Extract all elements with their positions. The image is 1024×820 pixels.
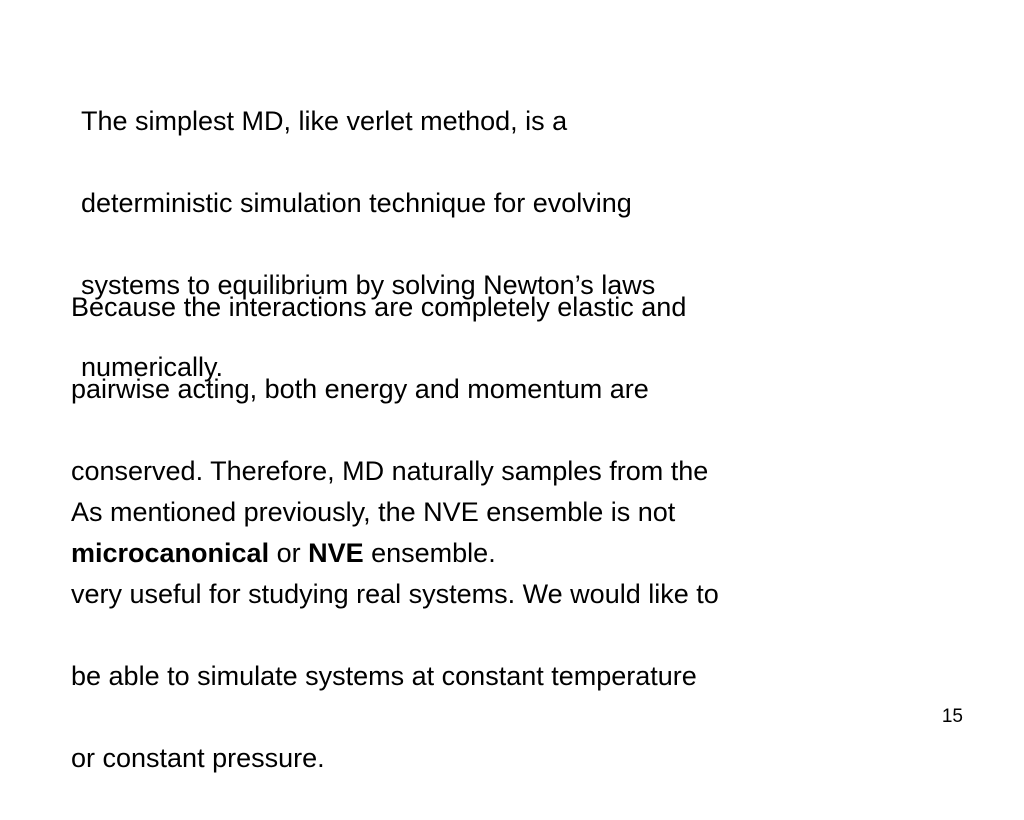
text-line: numerically. [81,352,224,382]
text-line: The simplest MD, like verlet method, is a [81,106,568,136]
text-line: deterministic simulation technique for evolving [81,188,632,218]
text-line: systems to equilibrium by solving Newton’s laws [81,270,656,300]
paragraph-nve-limitation [71,451,921,820]
text-line: or constant pressure. [71,743,325,773]
text-line: conserved. Therefore, MD naturally samples from the [71,456,709,486]
text-line: Because the interactions are completely elastic and [71,292,687,322]
bold-term-microcanonical: microcanonical [71,538,270,568]
text-line: very useful for studying real systems. We would like to [71,579,719,609]
text-line: be able to simulate systems at constant temperature [71,661,697,691]
ending-text: ensemble. [363,538,496,568]
bold-term-nve: NVE [308,538,364,568]
text-line: As mentioned previously, the NVE ensemble is not [71,497,676,527]
page-number: 15 [941,706,963,727]
text-line: pairwise acting, both energy and momentum are [71,374,649,404]
connector-text: or [269,538,309,568]
